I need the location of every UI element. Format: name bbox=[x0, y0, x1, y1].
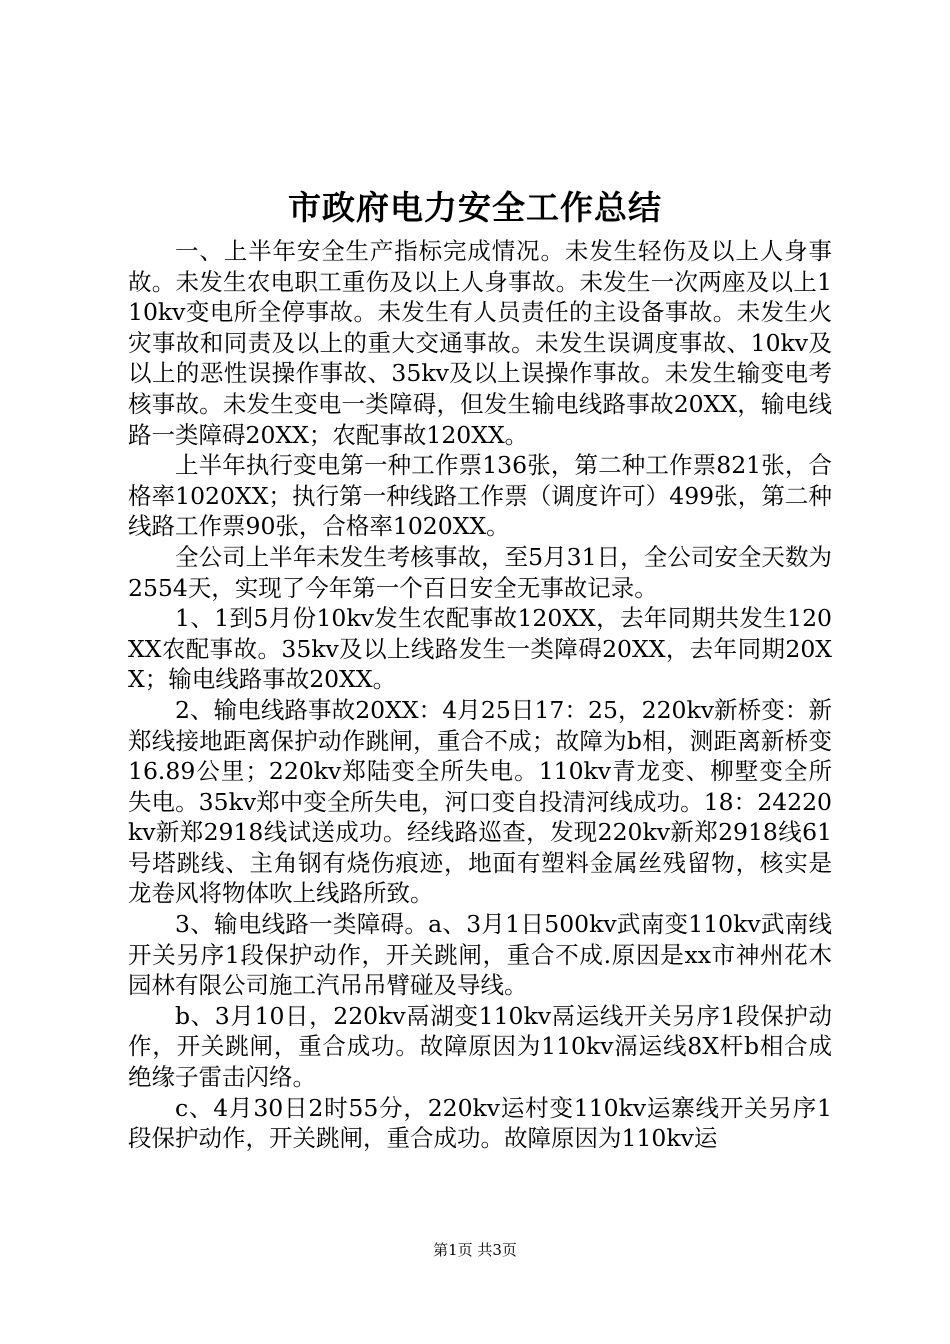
paragraph-1: 一、上半年安全生产指标完成情况。未发生轻伤及以上人身事故。未发生农电职工重伤及以上人身事故。未发生一次两座及以上110kv变电所全停事故。未发生有人员责任的主设备事故。未发生火灾事故和同责及以上的重大交通事故。未发生误调度事故、10kv及以上的恶性误操作事故、35kv及以上误操作事故。未发生输变电考核事故。未发生变电一类障碍，但发生输电线路事故20XX，输电线路一类障碍20XX；农配事故120XX。 bbox=[128, 237, 832, 449]
document-body bbox=[128, 236, 832, 1154]
paragraph-8: c、4月30日2时55分，220kv运村变110kv运寨线开关另序1段保护动作，开关跳闸，重合成功。故障原因为110kv运 bbox=[128, 1093, 832, 1153]
paragraph-4: 1、1到5月份10kv发生农配事故120XX，去年同期共发生120XX农配事故。35kv及以上线路发生一类障碍20XX，去年同期20XX；输电线路事故20XX。 bbox=[128, 604, 832, 694]
page-footer: 第1页 共3页 bbox=[433, 1241, 517, 1259]
paragraph-7: b、3月10日，220kv鬲湖变110kv鬲运线开关另序1段保护动作，开关跳闸，重合成功。故障原因为110kv滆运线8X杆b相合成绝缘子雷击闪络。 bbox=[128, 1001, 832, 1092]
paragraph-2: 上半年执行变电第一种工作票136张，第二种工作票821张，合格率1020XX；执行第一种线路工作票（调度许可）499张，第二种线路工作票90张，合格率1020XX。 bbox=[128, 451, 832, 541]
page-title: 市政府电力安全工作总结 bbox=[288, 188, 662, 227]
paragraph-5: 2、输电线路事故20XX：4月25日17：25，220kv新桥变：新郑线接地距离保护动作跳闸，重合不成；故障为b相，测距离新桥变16.89公里；220kv郑陆变全所失电。110kv青龙变、柳墅变全所失电。35kv郑中变全所失电，河口变自投清河线成功。18：24220kv新郑2918线试送成功。经线路巡查，发现220kv新郑2918线61号塔跳线、主角钢有烧伤痕迹，地面有塑料金属丝残留物，核实是龙卷风将物体吹上线路所致。 bbox=[128, 695, 832, 908]
paragraph-6: 3、输电线路一类障碍。a、3月1日500kv武南变110kv武南线开关另序1段保护动作，开关跳闸，重合不成.原因是xx市神州花木园林有限公司施工汽吊吊臂碰及导线。 bbox=[128, 910, 832, 1000]
paragraph-3: 全公司上半年未发生考核事故，至5月31日，全公司安全天数为2554天，实现了今年第一个百日安全无事故记录。 bbox=[128, 542, 832, 602]
